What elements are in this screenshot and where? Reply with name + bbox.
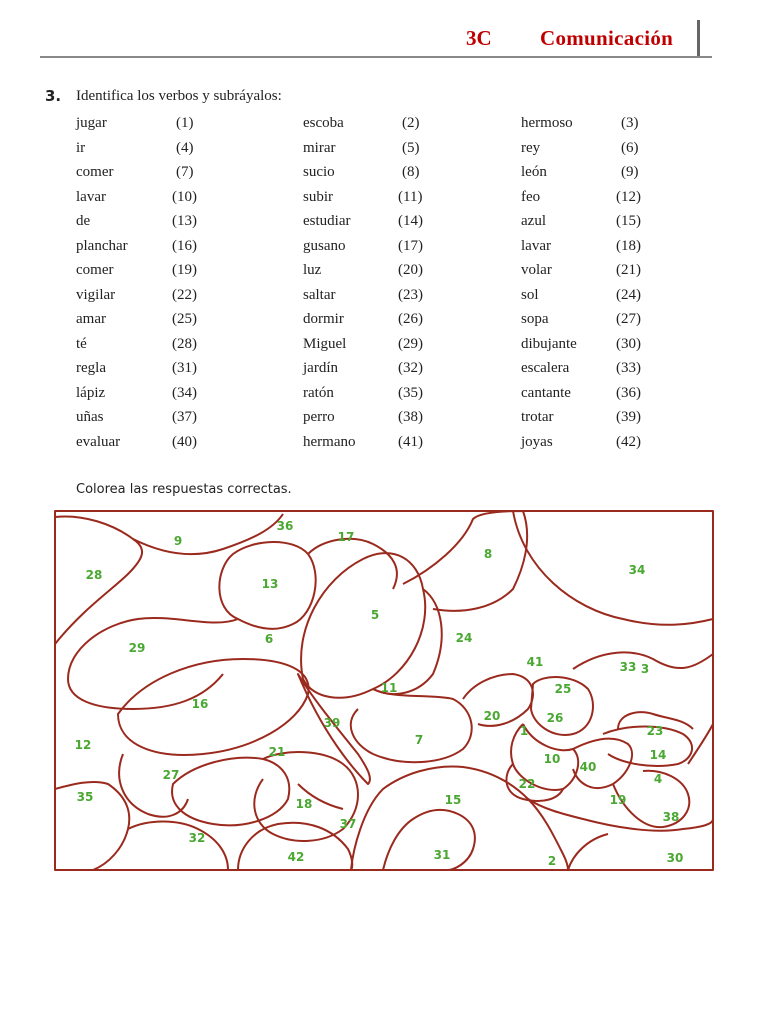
word-number: (40): [172, 433, 197, 450]
word-item[interactable]: lavar: [521, 237, 551, 254]
word-item[interactable]: joyas: [521, 433, 553, 450]
word-number: (35): [398, 384, 423, 401]
word-number: (26): [398, 311, 423, 327]
word-item[interactable]: hermoso: [521, 115, 573, 131]
word-item[interactable]: comer: [76, 164, 114, 180]
puzzle-region-31[interactable]: 31: [433, 848, 451, 862]
puzzle-region-35[interactable]: 35: [76, 790, 94, 804]
word-number: (37): [172, 409, 197, 425]
puzzle-region-30[interactable]: 30: [666, 851, 684, 865]
word-item[interactable]: lápiz: [76, 384, 106, 401]
question-number: 3.: [45, 87, 62, 105]
word-item[interactable]: escoba: [303, 115, 344, 131]
word-item[interactable]: mirar: [303, 139, 336, 156]
word-item[interactable]: ratón: [303, 384, 334, 401]
word-item[interactable]: dibujante: [521, 335, 577, 352]
word-number: (33): [616, 360, 641, 376]
region-32-outline: [128, 822, 228, 871]
region-21-outline: [172, 758, 289, 826]
word-item[interactable]: dormir: [303, 311, 344, 327]
word-item[interactable]: estudiar: [303, 213, 351, 229]
word-item[interactable]: subir: [303, 188, 333, 205]
word-item[interactable]: comer: [76, 262, 114, 278]
word-item[interactable]: azul: [521, 213, 546, 229]
puzzle-region-3[interactable]: 3: [640, 662, 650, 676]
puzzle-region-12[interactable]: 12: [74, 738, 92, 752]
puzzle-region-34[interactable]: 34: [628, 563, 646, 577]
word-number: (7): [176, 164, 194, 180]
word-item[interactable]: feo: [521, 188, 541, 205]
word-item[interactable]: hermano: [303, 433, 356, 450]
puzzle-region-16[interactable]: 16: [191, 697, 209, 711]
word-number: (42): [616, 433, 641, 450]
section-code: 3C: [466, 26, 492, 50]
word-number: (41): [398, 433, 423, 450]
word-item[interactable]: uñas: [76, 409, 104, 425]
word-number: (39): [616, 409, 641, 425]
word-item[interactable]: jardín: [303, 360, 338, 376]
word-number: (14): [398, 213, 423, 229]
word-number: (4): [176, 139, 194, 156]
word-number: (28): [172, 335, 197, 352]
word-number: (3): [621, 115, 639, 131]
word-item[interactable]: sucio: [303, 164, 335, 180]
puzzle-region-21[interactable]: 21: [268, 745, 286, 759]
puzzle-region-24[interactable]: 24: [455, 631, 473, 645]
word-number: (1): [176, 115, 194, 131]
puzzle-region-17[interactable]: 17: [337, 530, 355, 544]
puzzle-region-36[interactable]: 36: [276, 519, 294, 533]
word-number: (2): [402, 115, 420, 131]
word-item[interactable]: gusano: [303, 237, 346, 254]
puzzle-region-1[interactable]: 1: [519, 724, 529, 738]
word-number: (12): [616, 188, 641, 205]
puzzle-region-29[interactable]: 29: [128, 641, 146, 655]
puzzle-region-28[interactable]: 28: [85, 568, 103, 582]
puzzle-region-19[interactable]: 19: [609, 793, 627, 807]
word-number: (34): [172, 384, 197, 401]
word-number: (27): [616, 311, 641, 327]
word-item[interactable]: evaluar: [76, 433, 121, 450]
word-number: (29): [398, 335, 423, 352]
puzzle-region-9[interactable]: 9: [173, 534, 183, 548]
page-header: [0, 0, 768, 60]
puzzle-region-42[interactable]: 42: [287, 850, 305, 864]
puzzle-region-26[interactable]: 26: [546, 711, 564, 725]
region-16-outline: [118, 659, 309, 755]
header-rule: [40, 56, 712, 58]
region-34-outline: [513, 511, 713, 625]
region-9-outline: [133, 514, 283, 554]
word-number: (30): [616, 335, 641, 352]
word-number: (15): [616, 213, 641, 229]
word-number: (16): [172, 237, 197, 254]
word-number: (11): [398, 188, 423, 205]
word-number: (8): [402, 164, 420, 180]
word-item[interactable]: luz: [303, 262, 322, 278]
word-number: (13): [172, 213, 197, 229]
question-prompt: Identifica los verbos y subráyalos:: [76, 88, 282, 104]
word-item[interactable]: Miguel: [303, 335, 347, 352]
puzzle-region-11[interactable]: 11: [380, 681, 398, 695]
puzzle-region-20[interactable]: 20: [483, 709, 501, 723]
word-number: (38): [398, 409, 423, 425]
puzzle-region-38[interactable]: 38: [662, 810, 680, 824]
word-number: (19): [172, 262, 197, 278]
word-item[interactable]: trotar: [521, 409, 554, 425]
word-number: (21): [616, 262, 641, 278]
puzzle-region-18[interactable]: 18: [295, 797, 313, 811]
region-5-outline: [301, 553, 425, 698]
word-number: (6): [621, 139, 639, 156]
word-item[interactable]: sopa: [521, 311, 549, 327]
region-24-outline: [370, 589, 442, 694]
subject-title: Comunicación: [540, 26, 674, 50]
puzzle-region-39[interactable]: 39: [323, 716, 341, 730]
puzzle-region-6[interactable]: 6: [264, 632, 274, 646]
coloring-puzzle[interactable]: [53, 509, 715, 873]
coloring-instruction: Colorea las respuestas correctas.: [76, 482, 292, 497]
word-item[interactable]: león: [521, 164, 547, 180]
region-15-outline: [351, 766, 568, 870]
word-item[interactable]: jugar: [76, 115, 107, 131]
header-divider: [697, 20, 700, 56]
word-item[interactable]: ir: [76, 139, 86, 156]
word-item[interactable]: regla: [76, 360, 106, 376]
word-number: (9): [621, 164, 639, 180]
puzzle-region-32[interactable]: 32: [188, 831, 206, 845]
puzzle-region-22[interactable]: 22: [518, 777, 536, 791]
word-item[interactable]: cantante: [521, 384, 571, 401]
word-item[interactable]: de: [76, 213, 91, 229]
word-number: (10): [172, 188, 197, 205]
region-8-outline: [403, 511, 527, 611]
word-item[interactable]: té: [76, 335, 87, 352]
word-number: (5): [402, 139, 420, 156]
puzzle-region-14[interactable]: 14: [649, 748, 667, 762]
puzzle-region-40[interactable]: 40: [579, 760, 597, 774]
word-item[interactable]: sol: [521, 286, 539, 303]
puzzle-region-27[interactable]: 27: [162, 768, 180, 782]
word-number: (25): [172, 311, 197, 327]
puzzle-region-2[interactable]: 2: [547, 854, 557, 868]
region-31-outline: [383, 810, 475, 870]
region-29-outline: [68, 618, 238, 709]
word-item[interactable]: vigilar: [76, 286, 116, 303]
puzzle-region-41[interactable]: 41: [526, 655, 544, 669]
word-number: (36): [616, 384, 641, 401]
word-item[interactable]: lavar: [76, 188, 106, 205]
word-number: (23): [398, 286, 423, 303]
puzzle-region-25[interactable]: 25: [554, 682, 572, 696]
puzzle-region-23[interactable]: 23: [646, 724, 664, 738]
puzzle-region-5[interactable]: 5: [370, 608, 380, 622]
word-item[interactable]: saltar: [303, 286, 336, 303]
puzzle-region-8[interactable]: 8: [483, 547, 493, 561]
puzzle-region-33[interactable]: 33: [619, 660, 637, 674]
word-item[interactable]: perro: [303, 409, 335, 425]
puzzle-region-10[interactable]: 10: [543, 752, 561, 766]
word-number: (32): [398, 360, 423, 376]
word-number: (22): [172, 286, 197, 303]
word-item[interactable]: planchar: [76, 237, 128, 254]
word-number: (24): [616, 286, 641, 303]
word-item[interactable]: rey: [521, 139, 541, 156]
word-number: (31): [172, 360, 197, 376]
word-item[interactable]: escalera: [521, 360, 570, 376]
word-number: (17): [398, 237, 423, 254]
word-number: (18): [616, 237, 641, 254]
puzzle-region-7[interactable]: 7: [414, 733, 424, 747]
region-7-outline: [351, 689, 472, 762]
word-item[interactable]: volar: [521, 262, 552, 278]
puzzle-region-15[interactable]: 15: [444, 793, 462, 807]
region-2-outline: [568, 834, 608, 870]
puzzle-region-13[interactable]: 13: [261, 577, 279, 591]
puzzle-region-4[interactable]: 4: [653, 772, 663, 786]
word-number: (20): [398, 262, 423, 278]
puzzle-region-37[interactable]: 37: [339, 817, 357, 831]
word-item[interactable]: amar: [76, 311, 106, 327]
